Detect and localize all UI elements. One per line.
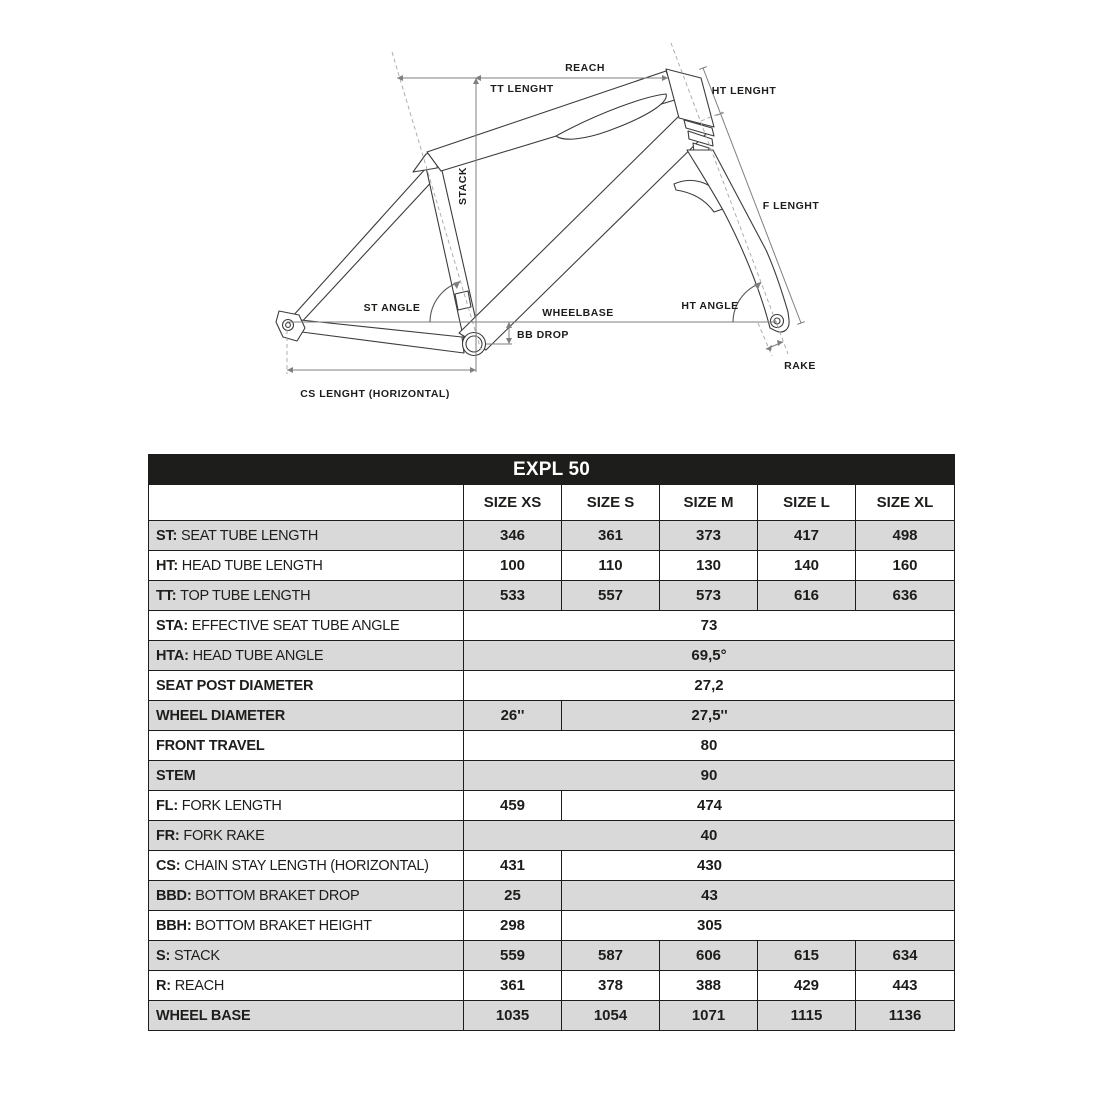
title-row <box>149 455 955 485</box>
table-row <box>149 851 955 881</box>
spec-label-cell: R: REACH <box>149 971 464 1001</box>
spec-value-cell: 1071 <box>660 1001 758 1031</box>
spec-value-cell: 378 <box>562 971 660 1001</box>
spec-value-cell: 26'' <box>464 701 562 731</box>
spec-label-cell: FR: FORK RAKE <box>149 821 464 851</box>
table-row <box>149 791 955 821</box>
spec-value-cell: 559 <box>464 941 562 971</box>
spec-value-cell: 25 <box>464 881 562 911</box>
ht-length-label: HT LENGHT <box>711 85 777 97</box>
spec-value-cell: 140 <box>758 551 856 581</box>
cs-length-label: CS LENGHT (HORIZONTAL) <box>300 388 450 400</box>
spec-value-cell: 459 <box>464 791 562 821</box>
spec-value-cell: 1115 <box>758 1001 856 1031</box>
spec-value-cell: 1136 <box>856 1001 955 1031</box>
table-row <box>149 611 955 641</box>
spec-value-cell: 100 <box>464 551 562 581</box>
spec-value-cell: 361 <box>464 971 562 1001</box>
spec-label-cell: HT: HEAD TUBE LENGTH <box>149 551 464 581</box>
size-header: SIZE M <box>660 485 758 521</box>
spec-value-cell: 388 <box>660 971 758 1001</box>
spec-label-cell: WHEEL BASE <box>149 1001 464 1031</box>
spec-label-cell: CS: CHAIN STAY LENGTH (HORIZONTAL) <box>149 851 464 881</box>
spec-value-cell: 305 <box>562 911 955 941</box>
size-header-row <box>149 485 955 521</box>
spec-value-cell: 616 <box>758 581 856 611</box>
spec-value-cell: 346 <box>464 521 562 551</box>
table-row <box>149 521 955 551</box>
spec-value-cell: 80 <box>464 731 955 761</box>
size-header: SIZE L <box>758 485 856 521</box>
spec-value-cell: 443 <box>856 971 955 1001</box>
size-header: SIZE XS <box>464 485 562 521</box>
bike-frame-drawing <box>276 69 789 356</box>
spec-label-cell: FL: FORK LENGTH <box>149 791 464 821</box>
spec-table-body <box>149 521 955 1031</box>
spec-value-cell: 533 <box>464 581 562 611</box>
bb-drop-label: BB DROP <box>517 329 569 341</box>
spec-label-cell: HTA: HEAD TUBE ANGLE <box>149 641 464 671</box>
tt-length-label: TT LENGHT <box>490 83 554 95</box>
spec-value-cell: 373 <box>660 521 758 551</box>
spec-value-cell: 429 <box>758 971 856 1001</box>
spec-value-cell: 634 <box>856 941 955 971</box>
spec-value-cell: 160 <box>856 551 955 581</box>
spec-label-cell: TT: TOP TUBE LENGTH <box>149 581 464 611</box>
bike-geometry-diagram <box>0 0 1100 440</box>
table-row <box>149 911 955 941</box>
size-header: SIZE XL <box>856 485 955 521</box>
f-length-label: F LENGHT <box>762 200 820 212</box>
spec-label-cell: WHEEL DIAMETER <box>149 701 464 731</box>
table-row <box>149 641 955 671</box>
rake-label: RAKE <box>784 360 816 372</box>
spec-label-cell: BBD: BOTTOM BRAKET DROP <box>149 881 464 911</box>
spec-value-cell: 587 <box>562 941 660 971</box>
spec-value-cell: 361 <box>562 521 660 551</box>
spec-value-cell: 27,2 <box>464 671 955 701</box>
table-row <box>149 1001 955 1031</box>
spec-value-cell: 498 <box>856 521 955 551</box>
table-row <box>149 671 955 701</box>
table-row <box>149 761 955 791</box>
spec-label-cell: STEM <box>149 761 464 791</box>
table-row <box>149 701 955 731</box>
table-row <box>149 581 955 611</box>
spec-value-cell: 27,5'' <box>562 701 955 731</box>
spec-value-cell: 606 <box>660 941 758 971</box>
st-angle-label: ST ANGLE <box>363 302 421 314</box>
size-header: SIZE S <box>562 485 660 521</box>
spec-value-cell: 69,5° <box>464 641 955 671</box>
reach-label: REACH <box>565 62 605 74</box>
spec-value-cell: 90 <box>464 761 955 791</box>
spec-value-cell: 573 <box>660 581 758 611</box>
table-row <box>149 971 955 1001</box>
ht-angle-label: HT ANGLE <box>681 300 739 312</box>
wheelbase-label: WHEELBASE <box>542 307 614 319</box>
spec-label-cell: SEAT POST DIAMETER <box>149 671 464 701</box>
stack-label: STACK <box>457 167 469 205</box>
table-row <box>149 551 955 581</box>
spec-value-cell: 431 <box>464 851 562 881</box>
corner-cell <box>149 485 464 521</box>
geometry-table <box>148 454 955 1031</box>
spec-value-cell: 1054 <box>562 1001 660 1031</box>
spec-value-cell: 430 <box>562 851 955 881</box>
spec-value-cell: 73 <box>464 611 955 641</box>
spec-value-cell: 557 <box>562 581 660 611</box>
spec-value-cell: 1035 <box>464 1001 562 1031</box>
spec-label-cell: STA: EFFECTIVE SEAT TUBE ANGLE <box>149 611 464 641</box>
table-row <box>149 731 955 761</box>
spec-label-cell: FRONT TRAVEL <box>149 731 464 761</box>
table-title: EXPL 50 <box>149 455 955 485</box>
spec-value-cell: 40 <box>464 821 955 851</box>
spec-value-cell: 417 <box>758 521 856 551</box>
spec-value-cell: 110 <box>562 551 660 581</box>
spec-value-cell: 615 <box>758 941 856 971</box>
spec-value-cell: 298 <box>464 911 562 941</box>
table-row <box>149 881 955 911</box>
spec-label-cell: ST: SEAT TUBE LENGTH <box>149 521 464 551</box>
spec-label-cell: S: STACK <box>149 941 464 971</box>
table-row <box>149 941 955 971</box>
spec-value-cell: 636 <box>856 581 955 611</box>
spec-value-cell: 474 <box>562 791 955 821</box>
table-row <box>149 821 955 851</box>
spec-label-cell: BBH: BOTTOM BRAKET HEIGHT <box>149 911 464 941</box>
spec-value-cell: 130 <box>660 551 758 581</box>
spec-value-cell: 43 <box>562 881 955 911</box>
